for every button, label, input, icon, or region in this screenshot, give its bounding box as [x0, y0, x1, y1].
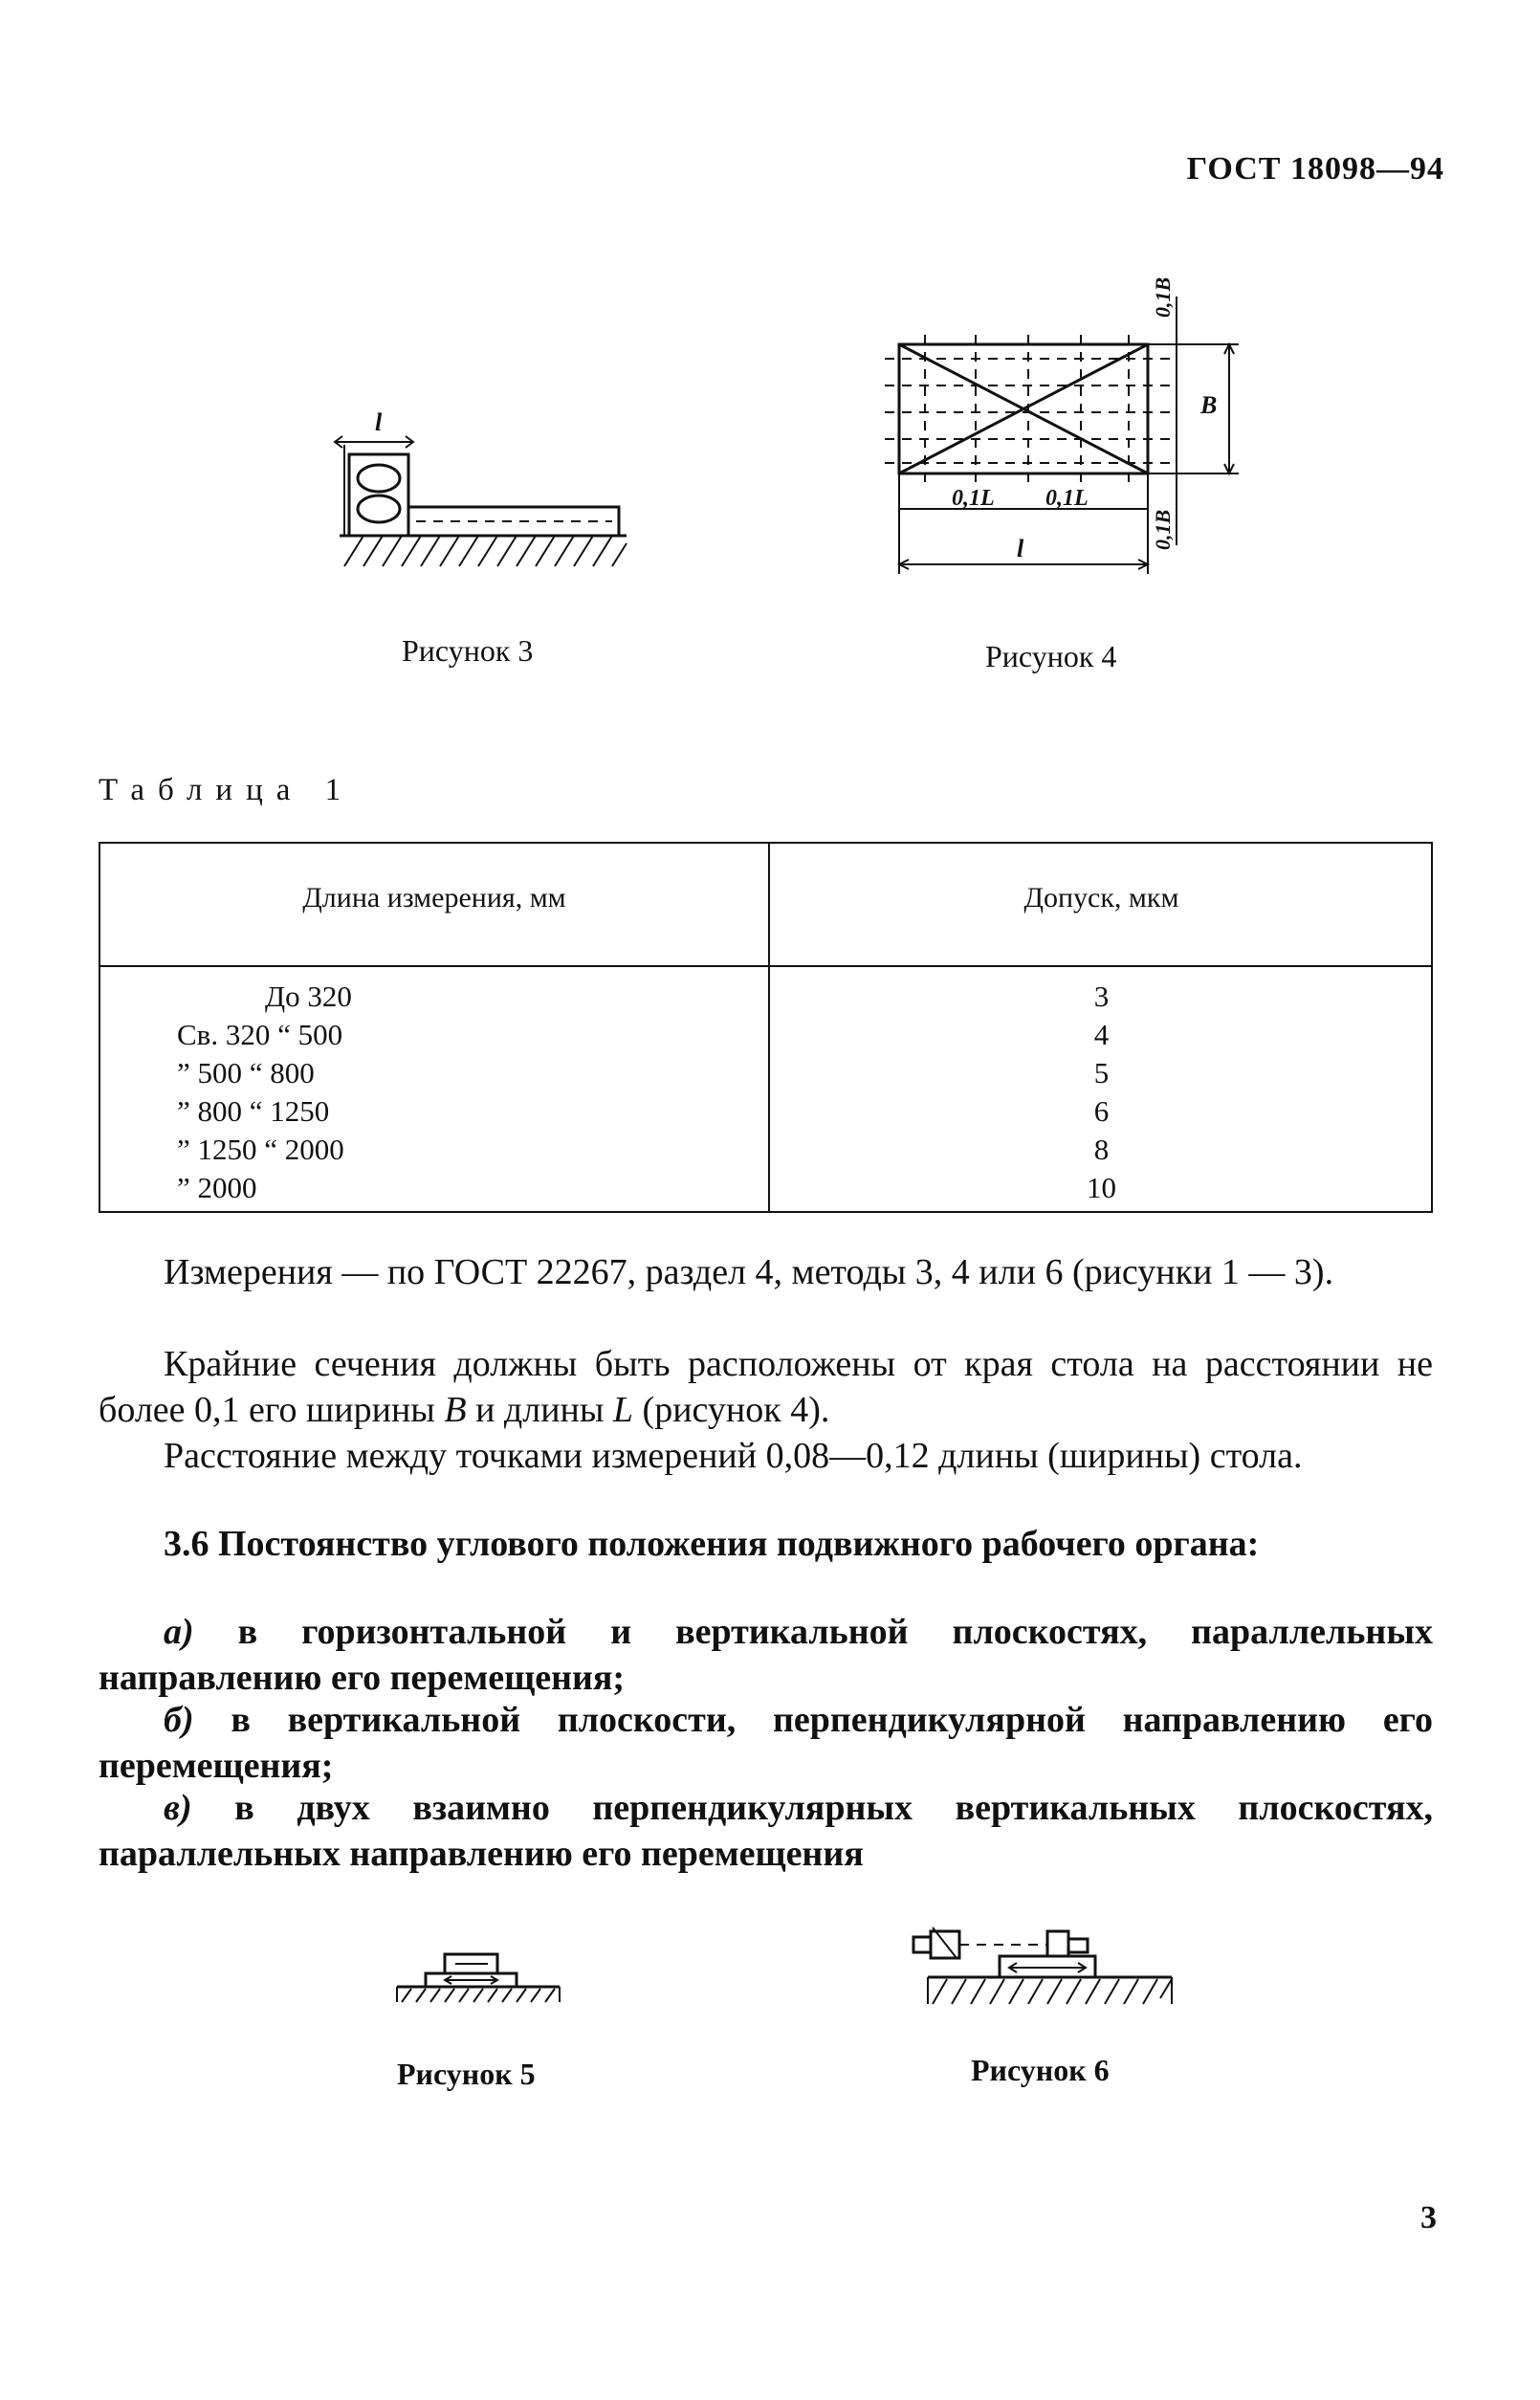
figure-3-caption: Рисунок 3: [402, 633, 534, 668]
table-length-column: [177, 978, 352, 1207]
figure-6-caption: Рисунок 6: [971, 2053, 1110, 2087]
figure-6-hatching: [933, 1979, 1172, 2004]
figure-4-drawing: [885, 258, 1267, 583]
paragraph-measurements: Измерения — по ГОСТ 22267, раздел 4, методы 3, 4 или 6 (рисунки 1 — 3).: [164, 1252, 1334, 1292]
list-item-c: [99, 1785, 1433, 1877]
p2-text-c: (рисунок 4).: [633, 1390, 830, 1430]
table-cell-length: ” 500 “ 800: [177, 1056, 315, 1090]
figure-4-label-01L-left: 0,1L: [952, 486, 995, 511]
table-cell-length: Св. 320 “ 500: [177, 1018, 343, 1051]
list-letter-c: в): [164, 1788, 192, 1828]
list-letter-b: б): [164, 1700, 194, 1740]
table-cell-tolerance: 10: [1087, 1171, 1116, 1204]
figure-5-caption: Рисунок 5: [397, 2057, 536, 2091]
figure-5-drawing: [392, 1947, 564, 2014]
section-3-6-heading: 3.6 Постоянство углового положения подвижного рабочего органа:: [164, 1524, 1260, 1564]
table-header-tolerance: Допуск, мкм: [1023, 882, 1179, 914]
figure-4-label-01B-bottom: 0,1B: [1151, 509, 1175, 550]
table-cell-length: До 320: [265, 980, 352, 1013]
figure-4-caption: Рисунок 4: [985, 639, 1117, 673]
list-item-b: [99, 1697, 1433, 1789]
table-cell-length: ” 800 “ 1250: [177, 1094, 330, 1128]
table-tolerance-column: [768, 978, 1435, 1207]
table-cell-tolerance: 4: [1093, 1018, 1110, 1051]
list-text-c: в двух взаимно перпендикулярных вертикальных плоскостях, параллельных направлению его перемещения: [99, 1788, 1433, 1874]
paragraph-point-spacing: Расстояние между точками измерений 0,08—0,12 длины (ширины) стола.: [164, 1436, 1303, 1476]
table-cell-tolerance: 5: [1093, 1056, 1110, 1090]
figure-3-label-l: l: [375, 408, 383, 436]
list-text-b: в вертикальной плоскости, перпендикулярной направлению его перемещения;: [99, 1700, 1433, 1786]
table-cell-length: ” 2000: [177, 1171, 257, 1204]
figure-6-drawing: [904, 1918, 1181, 2023]
list-item-a: [99, 1609, 1433, 1701]
table-cell-tolerance: 3: [1093, 980, 1110, 1013]
figure-3-drawing: [325, 402, 641, 574]
p2-symbol-B: B: [444, 1390, 467, 1430]
table-title: Таблица 1: [99, 773, 355, 807]
table-cell-tolerance: 8: [1093, 1133, 1110, 1166]
table-cell-length: ” 1250 “ 2000: [177, 1133, 344, 1166]
figure-3-hatching: [344, 536, 627, 566]
paragraph-extreme-sections: [99, 1341, 1433, 1433]
page-number: 3: [1420, 2200, 1437, 2235]
table-header-divider: [100, 965, 1431, 967]
standard-header: ГОСТ 18098—94: [1186, 151, 1444, 187]
figure-4-label-01L-right: 0,1L: [1045, 486, 1089, 511]
figure-4-label-B: B: [1200, 391, 1218, 419]
table-header-length: Длина измерения, мм: [302, 882, 566, 914]
p2-text-b: и длины: [466, 1390, 613, 1430]
tolerance-table: [99, 842, 1433, 1213]
figure-5-hatching: [402, 1989, 555, 2002]
table-cell-tolerance: 6: [1093, 1094, 1110, 1128]
p2-text-a: Крайние сечения должны быть расположены от края стола на расстоянии не более 0,1 его ширины: [99, 1344, 1433, 1430]
list-text-a: в горизонтальной и вертикальной плоскостях, параллельных направлению его перемещения;: [99, 1612, 1433, 1698]
p2-symbol-L: L: [612, 1390, 634, 1430]
list-letter-a: а): [164, 1612, 194, 1652]
figure-4-label-01B-top: 0,1B: [1151, 276, 1175, 318]
figure-4-label-l: l: [1017, 535, 1024, 562]
